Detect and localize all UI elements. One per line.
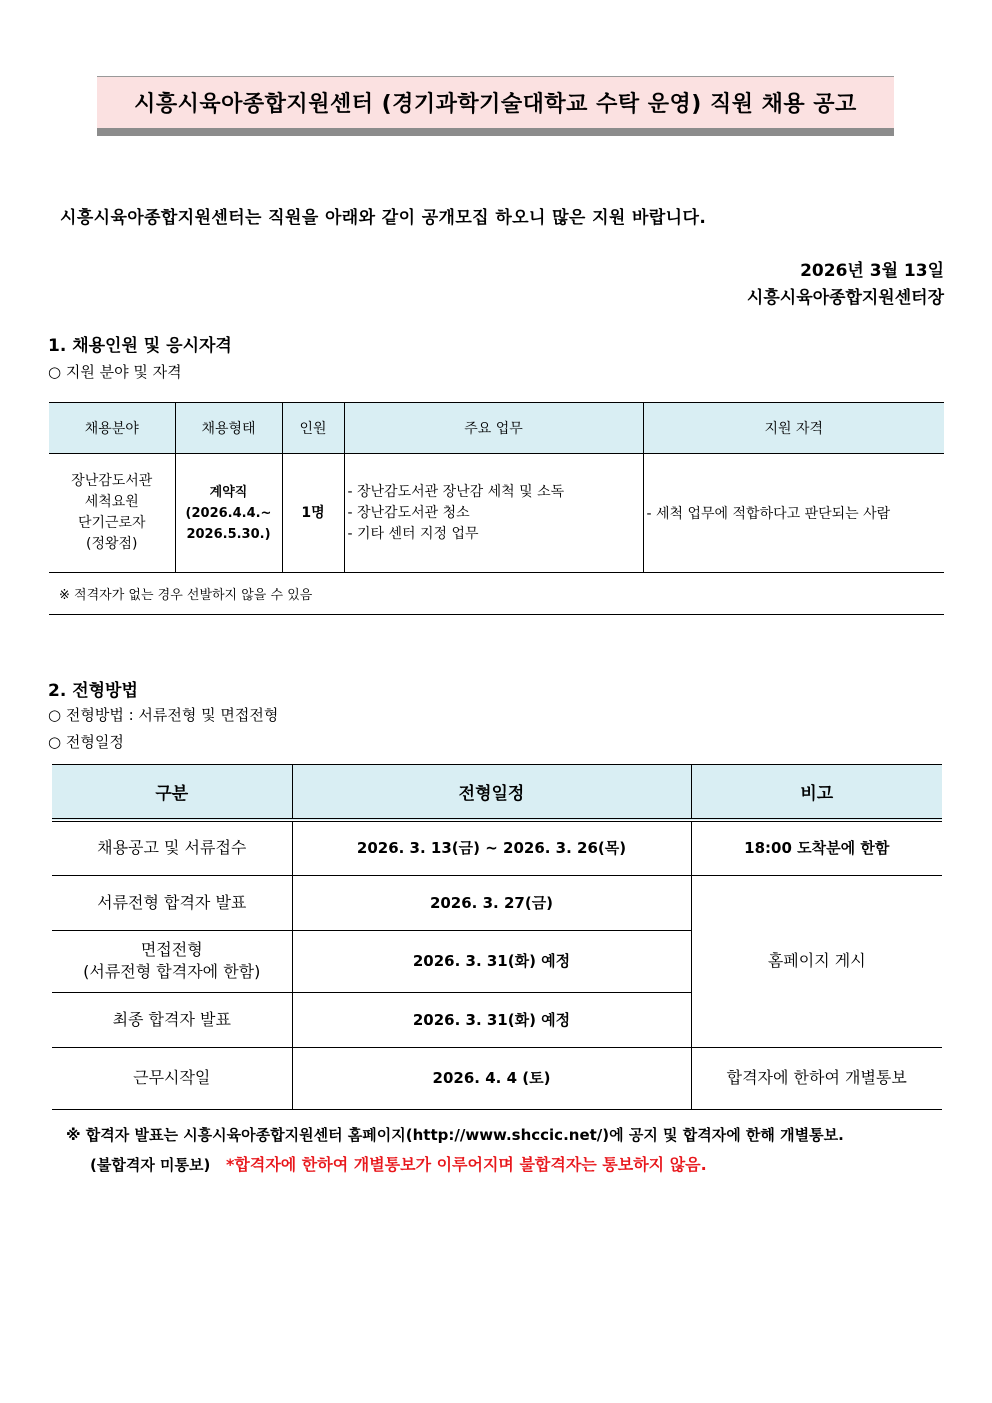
header-stage: 구분: [52, 765, 292, 821]
announcement-date: 2026년 3월 13일: [800, 261, 944, 281]
footer-warning: *합격자에 한하여 개별통보가 이루어지며 불합격자는 통보하지 않음.: [226, 1155, 707, 1174]
remark-cell: 홈페이지 게시: [691, 875, 942, 1047]
table-row: [52, 1047, 942, 1109]
stage-cell: 면접전형 (서류전형 합격자에 한함): [52, 930, 292, 992]
footer-no-notice: (불합격자 미통보): [90, 1156, 211, 1174]
schedule-cell: 2026. 3. 31(화) 예정: [292, 992, 691, 1047]
section1-bullet: ○ 지원 분야 및 자격: [48, 363, 182, 381]
recruitment-table: [49, 402, 944, 615]
cell-duties: - 장난감도서관 장난감 세척 및 소독 - 장난감도서관 청소 - 기타 센터 지정 업무: [344, 454, 643, 573]
table-row: [49, 454, 944, 573]
page-title: 시흥시육아종합지원센터 (경기과학기술대학교 수탁 운영) 직원 채용 공고: [97, 76, 894, 136]
section1-note: ※ 적격자가 없는 경우 선발하지 않을 수 있음: [49, 573, 944, 615]
schedule-table: [52, 764, 942, 1110]
stage-cell: 서류전형 합격자 발표: [52, 875, 292, 930]
remark-cell: 합격자에 한하여 개별통보: [691, 1047, 942, 1109]
remark-cell: 18:00 도착분에 한함: [691, 820, 942, 875]
table-row: [52, 820, 942, 875]
schedule-cell: 2026. 3. 27(금): [292, 875, 691, 930]
table-row: [52, 875, 942, 930]
header-duties: 주요 업무: [344, 403, 643, 454]
issuer-name: 시흥시육아종합지원센터장: [746, 288, 944, 308]
header-field: 채용분야: [49, 403, 175, 454]
cell-qualification: - 세척 업무에 적합하다고 판단되는 사람: [643, 454, 944, 573]
section2-bullet-schedule: ○ 전형일정: [48, 733, 124, 751]
footer-note: ※ 합격자 발표는 시흥시육아종합지원센터 홈페이지(http://www.shccic.net/)에 공지 및 합격자에 한해 개별통보.: [66, 1126, 844, 1144]
cell-field: 장난감도서관 세척요원 단기근로자 (정왕점): [49, 454, 175, 573]
stage-cell: 채용공고 및 서류접수: [52, 820, 292, 875]
cell-count: 1명: [282, 454, 344, 573]
section1-heading: 1. 채용인원 및 응시자격: [48, 336, 232, 356]
schedule-cell: 2026. 3. 31(화) 예정: [292, 930, 691, 992]
header-qualification: 지원 자격: [643, 403, 944, 454]
cell-type: 계약직 (2026.4.4.~ 2026.5.30.): [175, 454, 282, 573]
header-type: 채용형태: [175, 403, 282, 454]
stage-cell: 근무시작일: [52, 1047, 292, 1109]
header-schedule: 전형일정: [292, 765, 691, 821]
stage-cell: 최종 합격자 발표: [52, 992, 292, 1047]
section2-heading: 2. 전형방법: [48, 681, 138, 701]
schedule-cell: 2026. 4. 4 (토): [292, 1047, 691, 1109]
footer-note-2: [90, 1152, 707, 1175]
section2-bullet-method: ○ 전형방법 : 서류전형 및 면접전형: [48, 706, 279, 724]
intro-text: 시흥시육아종합지원센터는 직원을 아래와 같이 공개모집 하오니 많은 지원 바랍니다.: [60, 208, 707, 228]
schedule-cell: 2026. 3. 13(금) ~ 2026. 3. 26(목): [292, 820, 691, 875]
header-remark: 비고: [691, 765, 942, 821]
header-count: 인원: [282, 403, 344, 454]
